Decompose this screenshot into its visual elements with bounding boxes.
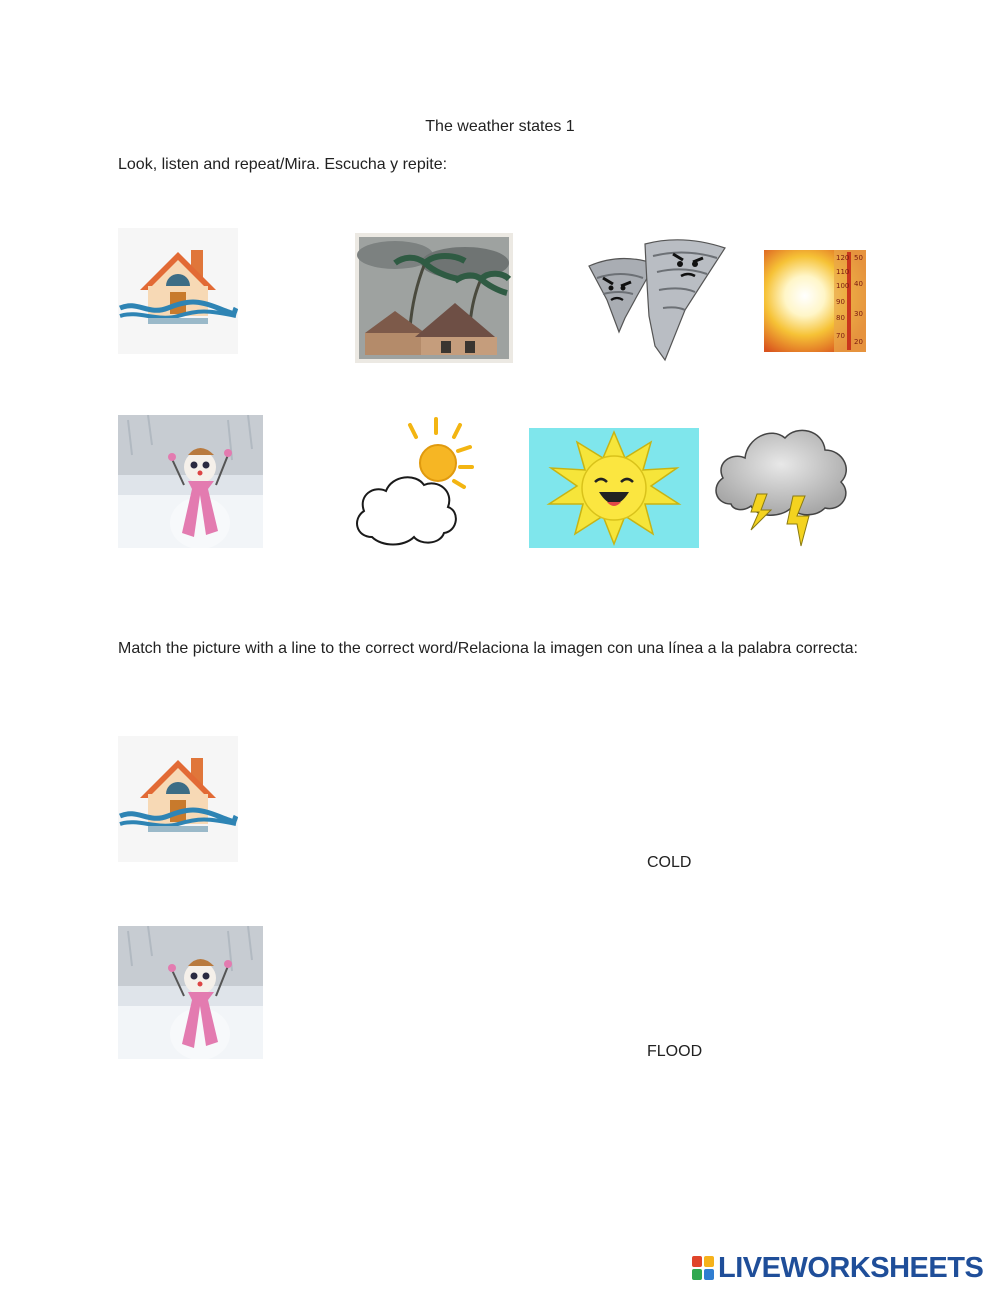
snowman-icon — [118, 415, 263, 548]
svg-text:120: 120 — [836, 254, 850, 262]
svg-text:110: 110 — [836, 268, 850, 276]
hot-thermometer-icon — [764, 250, 866, 352]
svg-text:90: 90 — [836, 298, 845, 306]
liveworksheets-mark-icon — [692, 1256, 714, 1280]
svg-text:50: 50 — [854, 254, 863, 262]
flood-house-icon — [118, 228, 238, 354]
svg-text:40: 40 — [854, 280, 863, 288]
flood-house-icon[interactable] — [118, 736, 238, 862]
svg-text:20: 20 — [854, 338, 863, 346]
match-word-flood[interactable]: FLOOD — [647, 1043, 703, 1060]
windy-palm-trees-icon — [355, 233, 513, 363]
partly-cloudy-icon — [350, 415, 475, 550]
svg-text:80: 80 — [836, 314, 845, 322]
liveworksheets-logo[interactable] — [692, 1252, 983, 1284]
tornado-icon — [585, 236, 730, 364]
instruction-match: Match the picture with a line to the correct word/Relaciona la imagen con una línea a la palabra correcta: — [118, 640, 858, 657]
match-word-cold[interactable]: COLD — [647, 854, 692, 871]
liveworksheets-brand: LIVEWORKSHEETS — [718, 1251, 984, 1284]
svg-text:100: 100 — [836, 282, 850, 290]
thunderstorm-icon — [711, 420, 853, 548]
worksheet-title: The weather states 1 — [425, 118, 575, 135]
snowman-icon[interactable] — [118, 926, 263, 1059]
instruction-look-listen: Look, listen and repeat/Mira. Escucha y repite: — [118, 156, 448, 173]
sunny-icon — [529, 428, 699, 548]
svg-text:70: 70 — [836, 332, 845, 340]
svg-text:30: 30 — [854, 310, 863, 318]
